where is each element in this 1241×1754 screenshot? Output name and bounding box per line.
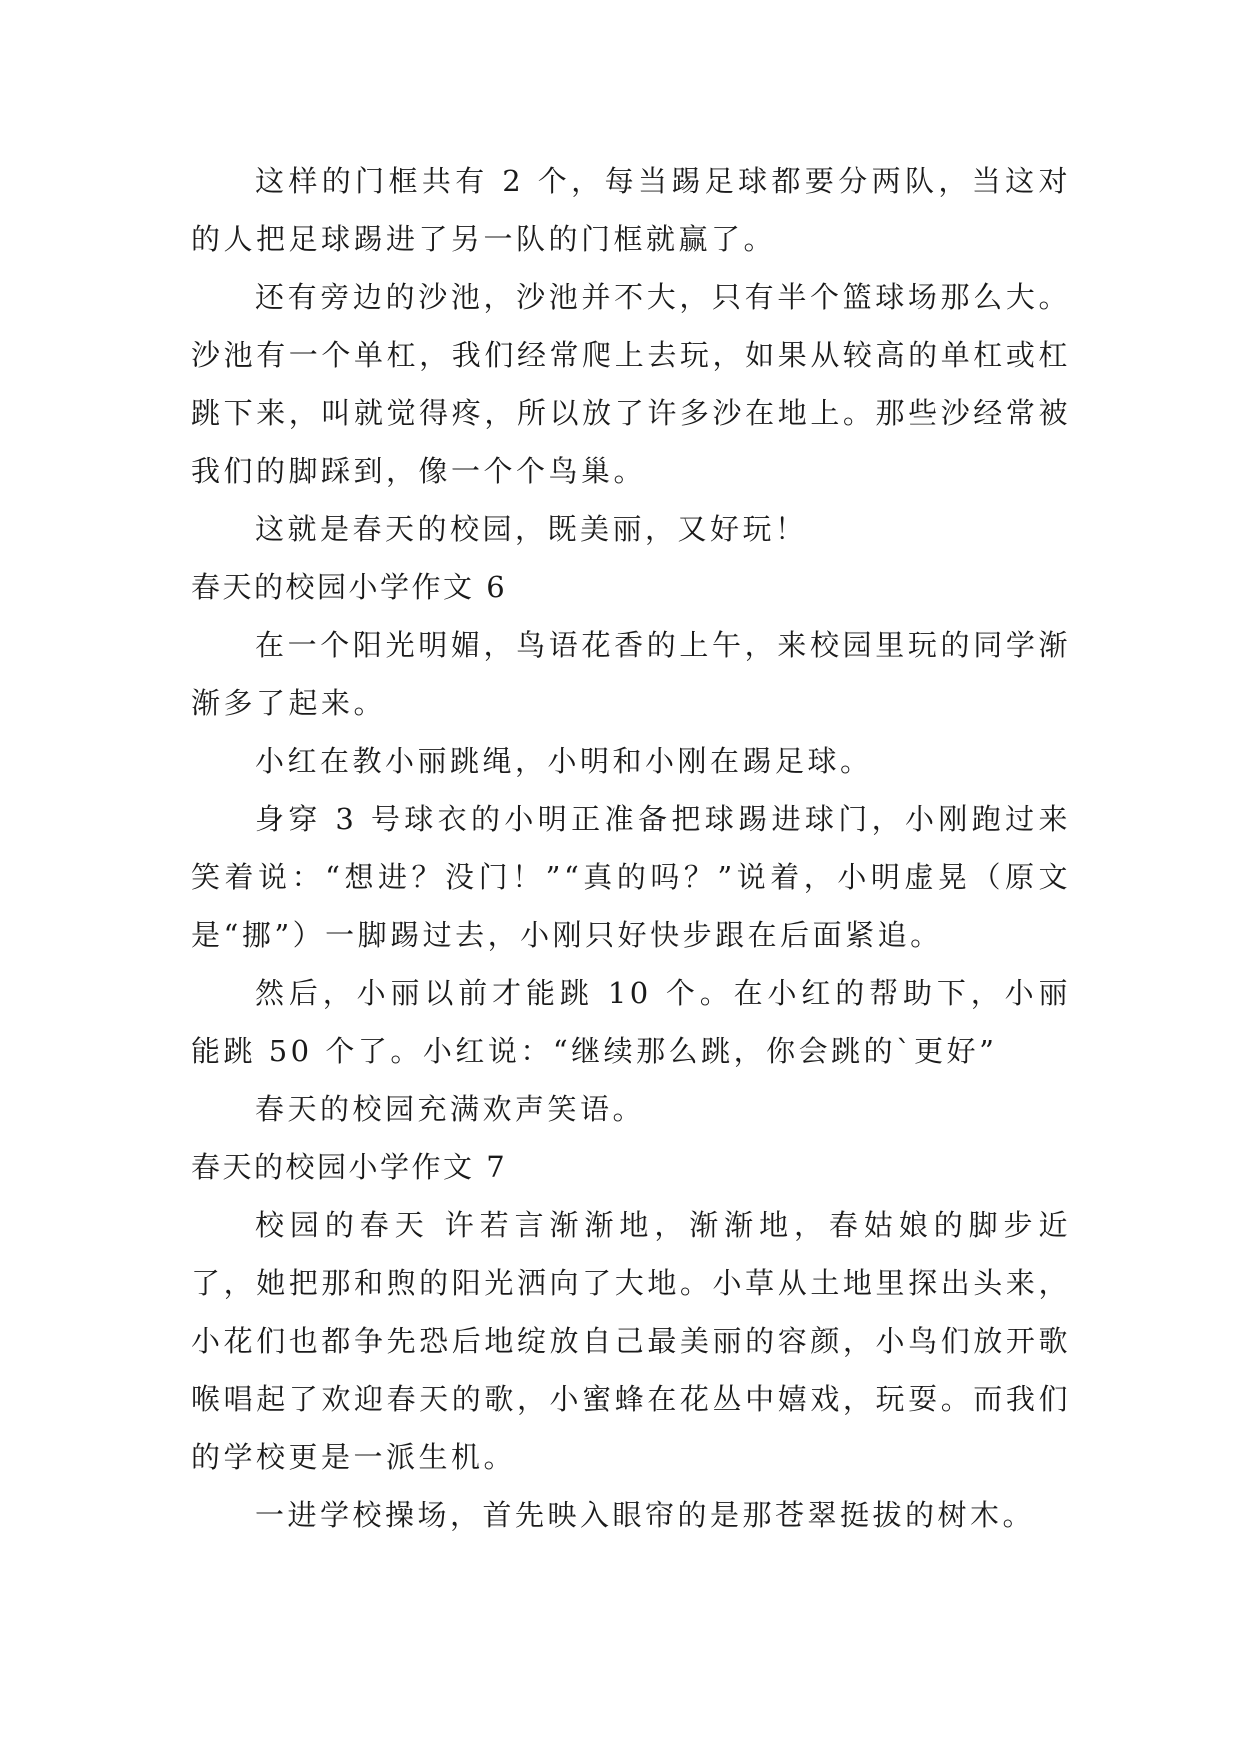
paragraph-jump-rope: 小红在教小丽跳绳，小明和小刚在踢足球。 [255,744,873,778]
paragraph-sunny-morning: 在一个阳光明媚，鸟语花香的上午，来校园里玩的同学渐渐多了起来。 [191,628,1071,720]
paragraph-playground-trees: 一进学校操场，首先映入眼帘的是那苍翠挺拔的树木。 [255,1498,1036,1532]
paragraph-jump-count: 然后，小丽以前才能跳 10 个。在小红的帮助下，小丽能跳 50 个了。小红说：“继续那么跳，你会跳的`更好” [191,976,1071,1068]
paragraph-laughter: 春天的校园充满欢声笑语。 [255,1092,646,1126]
essay-heading-7: 春天的校园小学作文 7 [191,1150,508,1184]
paragraph-soccer: 身穿 3 号球衣的小明正准备把球踢进球门，小刚跑过来笑着说：“想进？没门！”“真的吗？”说着，小明虚晃（原文是“挪”）一脚踢过去，小刚只好快步跟在后面紧追。 [191,802,1071,952]
paragraph-goal-frames: 这样的门框共有 2 个，每当踢足球都要分两队，当这对的人把足球踢进了另一队的门框就赢了。 [191,164,1071,256]
paragraph-spring-arrives: 校园的春天 许若言渐渐地，渐渐地，春姑娘的脚步近了，她把那和煦的阳光洒向了大地。小草从土地里探出头来，小花们也都争先恐后地绽放自己最美丽的容颜，小鸟们放开歌喉唱起了欢迎春天的歌，小蜜蜂在花丛中嬉戏，玩耍。而我们的学校更是一派生机。 [191,1208,1071,1474]
paragraph-conclusion: 这就是春天的校园，既美丽，又好玩！ [255,512,808,546]
paragraph-sandpit: 还有旁边的沙池，沙池并不大，只有半个篮球场那么大。沙池有一个单杠，我们经常爬上去玩，如果从较高的单杠或杠跳下来，叫就觉得疼，所以放了许多沙在地上。那些沙经常被我们的脚踩到，像一个个鸟巢。 [191,280,1071,488]
document-page [191,152,1071,1544]
essay-heading-6: 春天的校园小学作文 6 [191,570,508,604]
